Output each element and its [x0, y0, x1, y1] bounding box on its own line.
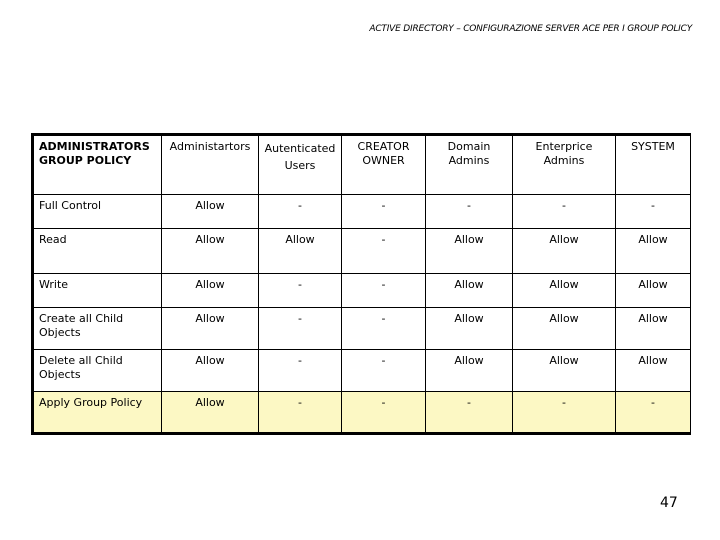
cell-administrators: Allow: [162, 274, 259, 308]
cell-enterprise-admins: Allow: [513, 308, 616, 350]
header-cell-authenticated-users: Autenticated Users: [259, 135, 342, 195]
cell-authenticated-users: Allow: [259, 229, 342, 274]
cell-enterprise-admins: -: [513, 392, 616, 434]
cell-creator-owner: -: [342, 350, 426, 392]
cell-domain-admins: Allow: [426, 274, 513, 308]
row-label: Apply Group Policy: [33, 392, 162, 434]
cell-domain-admins: Allow: [426, 229, 513, 274]
row-label: Delete all Child Objects: [33, 350, 162, 392]
row-label: Read: [33, 229, 162, 274]
cell-administrators: Allow: [162, 308, 259, 350]
header-cell-administrators: Administartors: [162, 135, 259, 195]
cell-creator-owner: -: [342, 274, 426, 308]
cell-authenticated-users: -: [259, 195, 342, 229]
table-header-row: [33, 135, 691, 195]
cell-authenticated-users: -: [259, 274, 342, 308]
cell-creator-owner: -: [342, 195, 426, 229]
cell-domain-admins: -: [426, 392, 513, 434]
cell-authenticated-users: -: [259, 308, 342, 350]
cell-enterprise-admins: -: [513, 195, 616, 229]
table-row-create-child: [33, 308, 691, 350]
cell-system: Allow: [616, 350, 691, 392]
table-row-read: [33, 229, 691, 274]
page-number: 47: [660, 495, 678, 511]
cell-authenticated-users: -: [259, 350, 342, 392]
cell-domain-admins: Allow: [426, 350, 513, 392]
header-cell-policy: ADMINISTRATORS GROUP POLICY: [33, 135, 162, 195]
cell-system: -: [616, 195, 691, 229]
policy-table: [31, 133, 691, 435]
cell-creator-owner: -: [342, 229, 426, 274]
cell-system: Allow: [616, 274, 691, 308]
cell-authenticated-users: -: [259, 392, 342, 434]
table-row-full-control: [33, 195, 691, 229]
cell-enterprise-admins: Allow: [513, 350, 616, 392]
cell-creator-owner: -: [342, 308, 426, 350]
cell-administrators: Allow: [162, 195, 259, 229]
cell-enterprise-admins: Allow: [513, 229, 616, 274]
table-row-delete-child: [33, 350, 691, 392]
cell-administrators: Allow: [162, 350, 259, 392]
cell-administrators: Allow: [162, 229, 259, 274]
cell-creator-owner: -: [342, 392, 426, 434]
cell-system: -: [616, 392, 691, 434]
cell-system: Allow: [616, 308, 691, 350]
cell-system: Allow: [616, 229, 691, 274]
header-cell-system: SYSTEM: [616, 135, 691, 195]
row-label: Create all Child Objects: [33, 308, 162, 350]
cell-domain-admins: -: [426, 195, 513, 229]
slide-header: ACTIVE DIRECTORY – CONFIGURAZIONE SERVER ACE PER I GROUP POLICY: [369, 24, 692, 34]
header-cell-enterprise-admins: Enterprice Admins: [513, 135, 616, 195]
cell-domain-admins: Allow: [426, 308, 513, 350]
table-row-write: [33, 274, 691, 308]
row-label: Write: [33, 274, 162, 308]
header-cell-creator-owner: CREATOR OWNER: [342, 135, 426, 195]
cell-enterprise-admins: Allow: [513, 274, 616, 308]
row-label: Full Control: [33, 195, 162, 229]
table-row-apply-group-policy: [33, 392, 691, 434]
header-cell-domain-admins: Domain Admins: [426, 135, 513, 195]
cell-administrators: Allow: [162, 392, 259, 434]
